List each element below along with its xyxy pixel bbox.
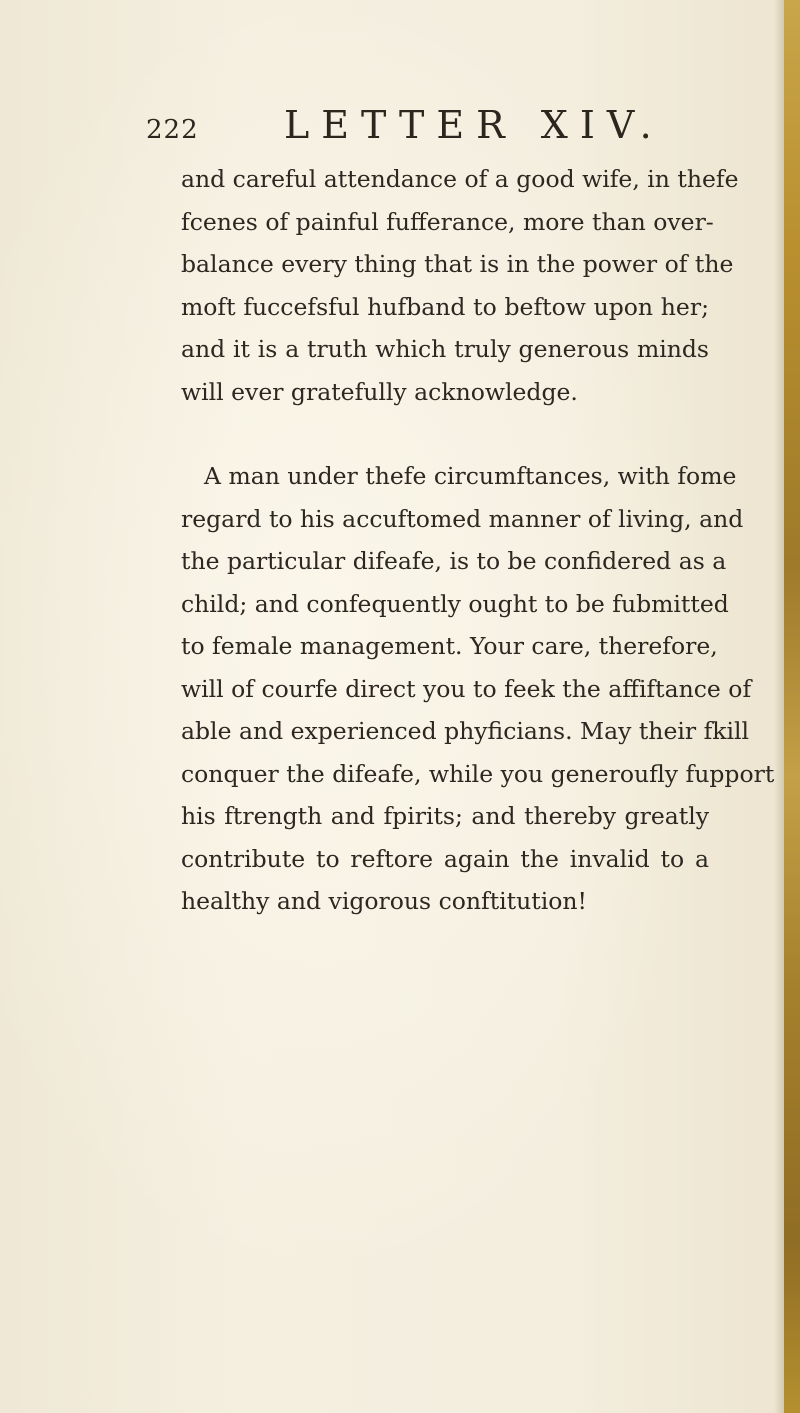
text-line: and careful attendance of a good wife, in thefe [181,165,739,193]
text-line: conquer the difeafe, while you generoufly fupport [181,759,775,788]
text-line: will of courfe direct you to feek the affiftance of [181,674,752,703]
text-line: the particular difeafe, is to be confidered as a [181,547,727,575]
text-line: his ftrength and fpirits; and thereby greatly [181,802,709,830]
paragraph [181,158,739,413]
page-number: 222 [146,115,199,145]
text-line: will ever gratefully acknowledge. [181,377,578,406]
page-edge [784,0,800,1413]
text-line: healthy and vigorous conftitution! [181,887,587,915]
text-line: regard to his accuftomed manner of living, and [181,504,744,533]
running-head: LETTER XIV. [284,103,664,147]
body-text [181,158,775,923]
text-line: balance every thing that is in the power of the [181,250,734,278]
text-line: A man under thefe circumftances, with fome [204,462,737,490]
text-line: fcenes of painful fufferance, more than over- [181,207,714,236]
paragraph [181,455,775,923]
page-header [0,103,800,147]
text-line: child; and confequently ought to be fubmitted [181,589,729,618]
text-line: able and experienced phyficians. May their fkill [181,717,750,745]
text-line: moft fuccefsful hufband to beftow upon her; [181,292,709,321]
text-line: contribute to reftore again the invalid to a [181,844,709,873]
text-line: to female management. Your care, therefore, [181,632,718,660]
text-line: and it is a truth which truly generous minds [181,335,709,363]
